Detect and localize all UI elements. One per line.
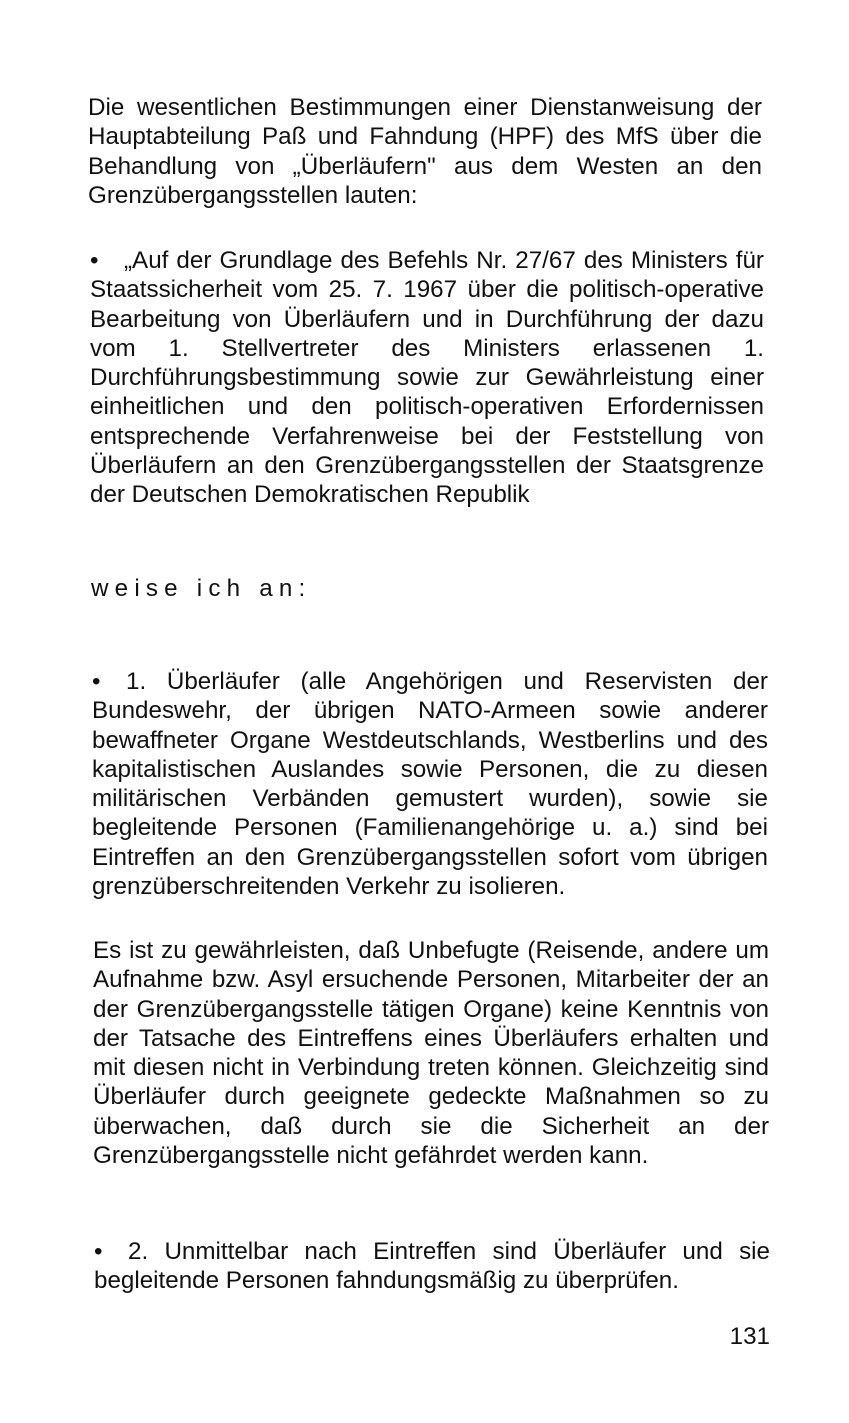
- item-2-text: 2. Unmittelbar nach Eintreffen sind Überläufer und sie begleitende Personen fahndungsmäßig zu überprüfen.: [94, 1238, 770, 1295]
- instruction-line: weise ich an:: [91, 575, 312, 602]
- intro-paragraph: Die wesentlichen Bestimmungen einer Dienstanweisung der Hauptabteilung Paß und Fahndung (HPF) des MfS über die Behandlung von „Überläufern" aus dem Westen an den Grenzübergangsstellen lauten:: [88, 94, 762, 209]
- quote-text: „Auf der Grundlage des Befehls Nr. 27/67 des Ministers für Staatssicherheit vom 25. 7. 1967 über die politisch-operative Bearbeitung von Überläufern und in Durchführung der dazu vom 1. Stellvertreter des Ministers erlassenen 1. Durchführungsbestimmung sowie zur Gewährleistung einer einheitlichen und den politisch-operativen Erfordernissen entsprechende Verfahrenweise bei der Feststellung von Überläufern an den Grenzübergangsstellen der Staatsgrenze der Deutschen Demokratischen Republik: [90, 247, 764, 509]
- bullet-marker: •: [90, 247, 99, 274]
- item-1-text: 1. Überläufer (alle Angehörigen und Reservisten der Bundeswehr, der übrigen NATO-Armeen sowie anderer bewaffneter Organe Westdeutschlands, Westberlins und des kapitalistischen Auslandes sowie Personen, die zu diesen militärischen Verbänden gemustert wurden), sowie sie begleitende Personen (Familienangehörige u. a.) sind bei Eintreffen an den Grenzübergangsstellen sofort vom übrigen grenzüberschreitenden Verkehr zu isolieren.: [92, 668, 768, 901]
- page-number: 131: [729, 1323, 770, 1350]
- bullet-marker: •: [94, 1238, 103, 1265]
- quote-paragraph: [90, 246, 764, 510]
- item-2-paragraph: [94, 1237, 770, 1296]
- item-1-paragraph: [92, 667, 768, 901]
- item-1-continuation-paragraph: Es ist zu gewährleisten, daß Unbefugte (Reisende, andere um Aufnahme bzw. Asyl ersuchende Personen, Mitarbeiter der an der Grenzübergangsstelle tätigen Organe) keine Kenntnis von der Tatsache des Eintreffens eines Überläufers erhalten und mit diesen nicht in Verbindung treten können. Gleichzeitig sind Überläufer durch geeignete gedeckte Maßnahmen so zu überwachen, daß durch sie die Sicherheit an der Grenzübergangsstelle nicht gefährdet werden kann.: [93, 937, 769, 1170]
- bullet-marker: •: [92, 668, 101, 695]
